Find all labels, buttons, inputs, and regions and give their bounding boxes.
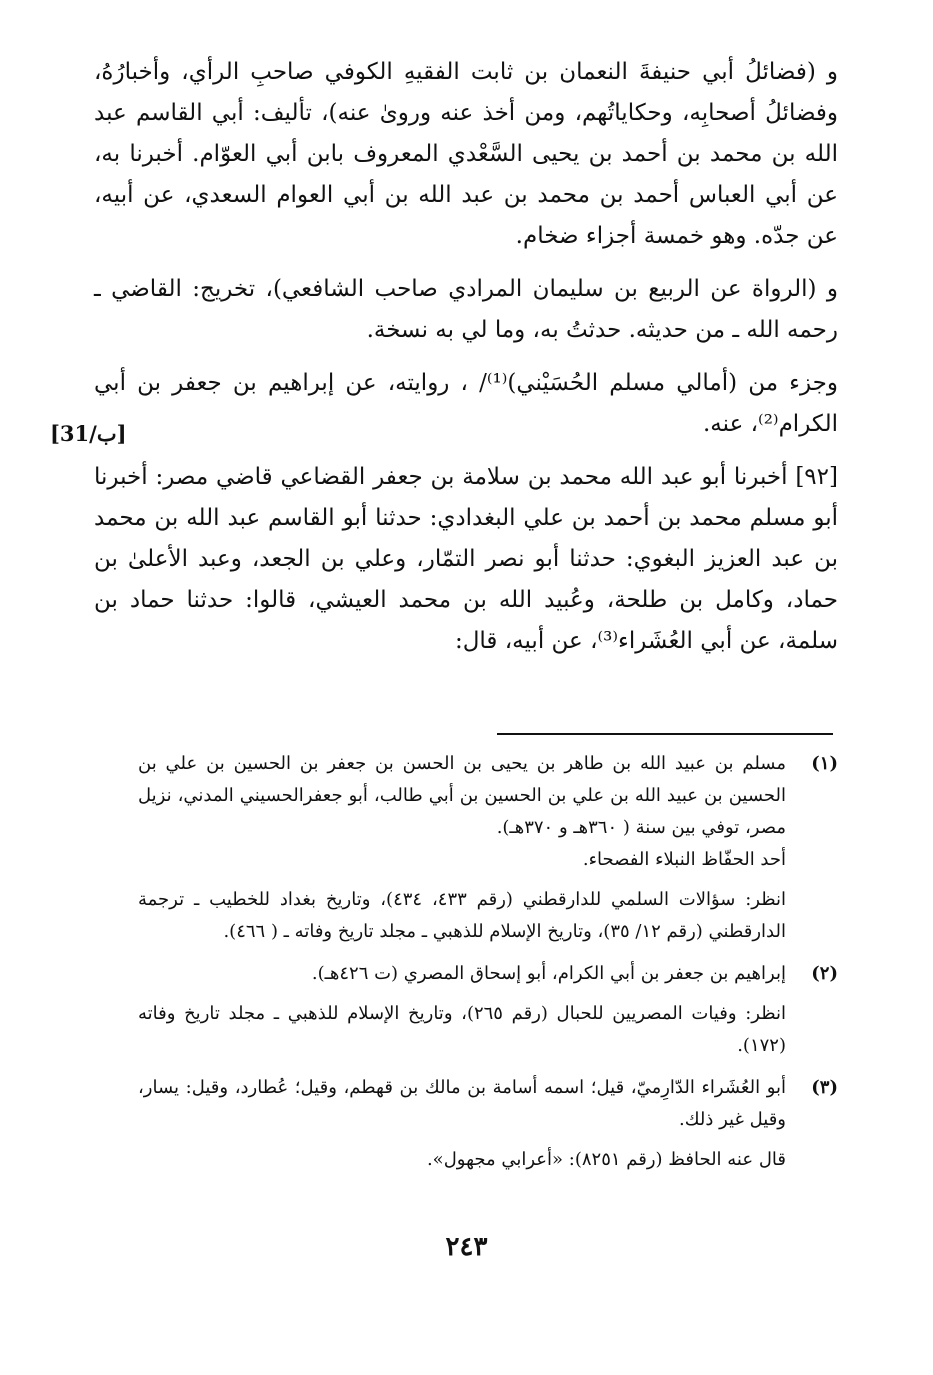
footnote-line: أحد الحفّاظ النبلاء الفصحاء. [582,849,786,870]
footnote-line: انظر: سؤالات السلمي للدارقطني (رقم ٤٣٣، ٤٣٤)، وتاريخ بغداد للخطيب ـ ترجمة الدارقطني (رقم ١٢/ ٣٥)، وتاريخ الإسلام للذهبي ـ مجلد تاريخ وفاته ـ ( ٤٦٦). [138,889,787,942]
footnote-line: انظر: وفيات المصريين للحبال (رقم ٢٦٥)، وتاريخ الإسلام للذهبي ـ مجلد تاريخ وفاته (١٧٢). [138,1003,786,1056]
footnote-2 [138,958,838,1062]
paragraph-amali-muslim: وجزء من (أمالي مسلم الحُسَيْني)⁽¹⁾/ ، روايته، عن إبراهيم بن جعفر بن أبي الكرام⁽²⁾، عنه. [94,370,838,437]
footnote-number: (١) [811,753,838,774]
paragraph-abu-hanifa: و (فضائلُ أبي حنيفةَ النعمان بن ثابت الفقيهِ الكوفي صاحبِ الرأي، وأخبارُهُ، وفضائلُ أصحابِه، وحكاياتُهم، ومن أخذ عنه وروىٰ عنه)، تأليف: أبي القاسم عبد الله بن محمد بن أحمد بن يحيى السَّعْدي المعروف بابن أبي العوّام. أخبرنا به، عن أبي العباس أحمد بن محمد بن عبد الله بن أبي العوام السعدي، عن أبيه، عن جدّه. وهو خمسة أجزاء ضخام. [94,59,838,249]
footnotes [138,748,838,1186]
paragraph-hadith-92: [٩٢] أخبرنا أبو عبد الله محمد بن سلامة بن جعفر القضاعي قاضي مصر: أخبرنا أبو مسلم محمد بن أحمد بن علي البغدادي: حدثنا أبو القاسم عبد الله بن محمد بن عبد العزيز البغوي: حدثنا أبو نصر التمّار، وعلي بن الجعد، وعبد الأعلىٰ بن حماد، وكامل بن طلحة، وعُبيد الله بن محمد العيشي، قالوا: حدثنا حماد بن سلمة، عن أبي العُشَراء⁽³⁾، عن أبيه، قال: [94,464,838,654]
footnote-line: أبو العُشَراء الدّارِميّ، قيل؛ اسمه أسامة بن مالك بن قهطم، وقيل؛ عُطارد، وقيل: يسار، وقيل غير ذلك. [138,1077,786,1130]
footnote-number: (٢) [811,963,838,984]
footnote-number: (٣) [811,1077,838,1098]
manuscript-folio-marker: [31/ب] [50,421,127,446]
footnote-line: قال عنه الحافظ (رقم ٨٢٥١): «أعرابي مجهول». [426,1149,786,1170]
footnote-line: مسلم بن عبيد الله بن طاهر بن يحيى بن الحسن بن جعفر بن الحسين بن علي بن الحسين بن عبيد الله بن علي بن الحسين بن أبي طالب، أبو جعفرالحسيني المدني، نزيل مصر، توفي بين سنة ( ٣٦٠هـ و ٣٧٠هـ). [138,753,786,838]
footnote-3 [138,1072,838,1176]
main-text [94,52,838,662]
footnote-1 [138,748,838,948]
paragraph-rabi-narrators: و (الرواة عن الربيع بن سليمان المرادي صاحب الشافعي)، تخريج: القاضي ـ رحمه الله ـ من حديثه. حدثتُ به، وما لي به نسخة. [94,276,838,343]
page-number: ٢٤٣ [445,1232,488,1262]
footnote-divider [497,733,833,735]
footnote-line: إبراهيم بن جعفر بن أبي الكرام، أبو إسحاق المصري (ت ٤٢٦هـ). [311,963,786,984]
